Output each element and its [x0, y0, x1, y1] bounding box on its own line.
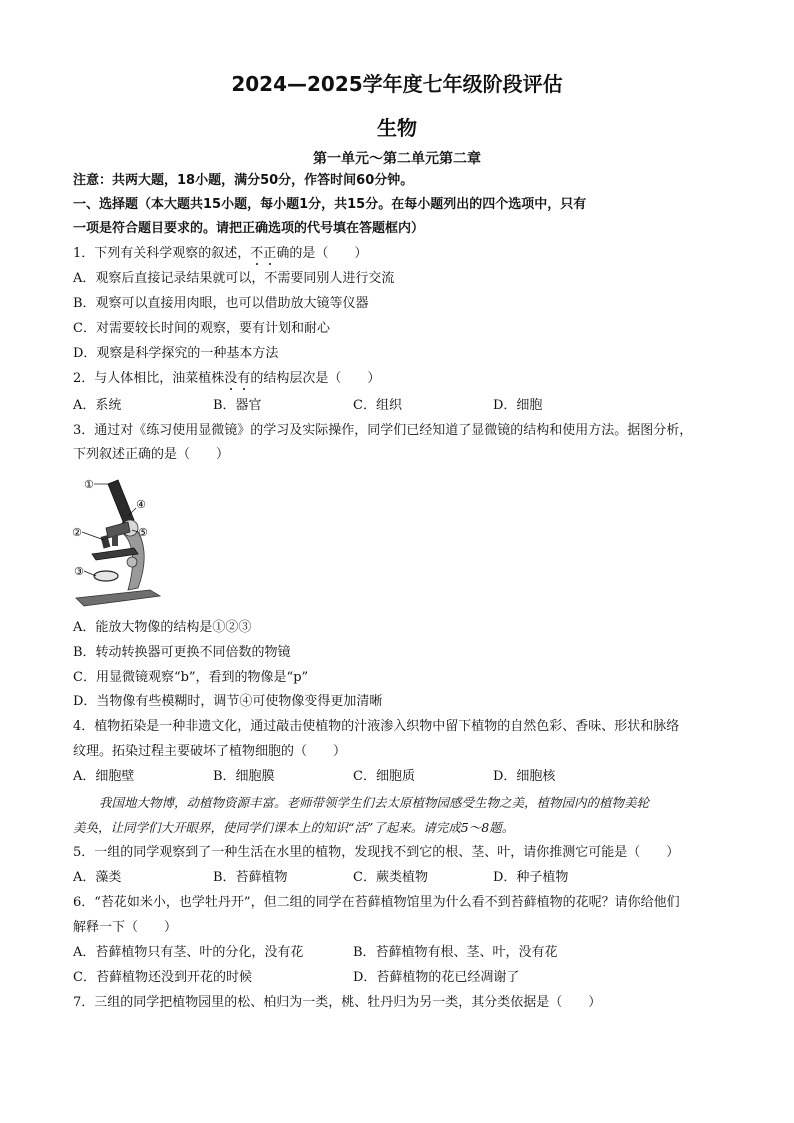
subject-title: 生物 — [377, 116, 417, 140]
scope-title: 第一单元～第二单元第二章 — [313, 151, 481, 167]
q6-stem-line1: 6．“苔花如米小，也学牡丹开”，但二组的同学在苔藓植物馆里为什么看不到苔藓植物的花呢？请你给他们 — [73, 895, 680, 910]
q2-option-d: D．细胞 — [493, 398, 543, 413]
passage-line2: 美奂，让同学们大开眼界，使同学们课本上的知识“活”了起来。请完成5～8题。 — [73, 820, 515, 835]
microscope-eyepiece — [108, 480, 134, 524]
q1-option-b: B．观察可以直接用肉眼，也可以借助放大镜等仪器 — [73, 296, 369, 311]
q5-option-a: A．藻类 — [73, 870, 122, 885]
q5-option-c: C．蕨类植物 — [353, 870, 428, 885]
q5-options — [73, 869, 723, 887]
microscope-figure — [72, 476, 162, 608]
q3-option-d: D．当物像有些模糊时，调节④可使物像变得更加清晰 — [73, 694, 383, 709]
q6-option-b: B．苔藓植物有根、茎、叶，没有花 — [353, 945, 558, 960]
passage-line1: 我国地大物博，动植物资源丰富。老师带领学生们去太原植物园感受生物之美，植物园内的植物美轮 — [99, 795, 650, 810]
section1-heading-line1: 一、选择题（本大题共15小题，每小题1分，共15分。在每小题列出的四个选项中，只有 — [73, 197, 587, 212]
figure-label-2: ② — [72, 526, 82, 539]
q2-option-a: A．系统 — [73, 398, 122, 413]
q2-options — [73, 397, 723, 415]
microscope-base — [76, 590, 160, 606]
q6-options-row1 — [73, 944, 723, 962]
figure-label-1: ① — [84, 478, 94, 491]
q5-option-d: D．种子植物 — [493, 870, 569, 885]
notice: 注意：共两大题，18小题，满分50分，作答时间60分钟。 — [73, 173, 414, 188]
q2-option-c: C．组织 — [353, 398, 402, 413]
q6-option-c: C．苔藓植物还没到开花的时候 — [73, 970, 252, 985]
q4-option-c: C．细胞质 — [353, 769, 415, 784]
q4-option-b: B．细胞膜 — [213, 769, 275, 784]
q2-stem: 2．与人体相比，油菜植株没有的结构层次是（ ） — [73, 371, 381, 386]
figure-label-3: ③ — [74, 565, 84, 578]
q6-stem-line2: 解释一下（ ） — [73, 920, 178, 935]
q4-stem-line1: 4．植物拓染是一种非遗文化，通过敲击使植物的汁液渗入织物中留下植物的自然色彩、香味、形状和脉络 — [73, 719, 680, 734]
q3-option-c: C．用显微镜观察“b”，看到的物像是“p” — [73, 670, 309, 685]
q6-option-a: A．苔藓植物只有茎、叶的分化，没有花 — [73, 945, 304, 960]
q3-option-b: B．转动转换器可更换不同倍数的物镜 — [73, 645, 291, 660]
figure-label-5: ⑤ — [138, 526, 148, 539]
q2-option-b: B．器官 — [213, 398, 262, 413]
q4-option-d: D．细胞核 — [493, 769, 556, 784]
q1-option-d: D．观察是科学探究的一种基本方法 — [73, 346, 279, 361]
q3-stem-line2: 下列叙述正确的是（ ） — [73, 447, 230, 462]
exam-title: 2024—2025学年度七年级阶段评估 — [231, 72, 563, 96]
q3-stem-line1: 3．通过对《练习使用显微镜》的学习及实际操作，同学们已经知道了显微镜的结构和使用方法。据图分析， — [73, 423, 693, 438]
q1-option-a: A．观察后直接记录结果就可以，不需要同别人进行交流 — [73, 271, 395, 286]
q1-option-c: C．对需要较长时间的观察，要有计划和耐心 — [73, 321, 330, 336]
q6-option-d: D．苔藓植物的花已经凋谢了 — [353, 970, 520, 985]
microscope-fine-knob — [127, 557, 137, 567]
q4-options — [73, 768, 723, 786]
q5-option-b: B．苔藓植物 — [213, 870, 288, 885]
q5-stem: 5．一组的同学观察到了一种生活在水里的植物，发现找不到它的根、茎、叶，请你推测它可能是（ ） — [73, 845, 680, 860]
q4-option-a: A．细胞壁 — [73, 769, 135, 784]
microscope-objective — [112, 536, 118, 546]
section1-heading-line2: 一项是符合题目要求的。请把正确选项的代号填在答题框内） — [73, 221, 425, 236]
q6-options-row2 — [73, 969, 723, 987]
q3-option-a: A．能放大物像的结构是①②③ — [73, 620, 252, 635]
figure-label-4: ④ — [136, 498, 146, 511]
q1-stem: 1．下列有关科学观察的叙述，不正确的是（ ） — [73, 246, 368, 261]
q7-stem: 7．三组的同学把植物园里的松、柏归为一类，桃、牡丹归为另一类，其分类依据是（ ） — [73, 995, 602, 1010]
q4-stem-line2: 纹理。拓染过程主要破坏了植物细胞的（ ） — [73, 744, 347, 759]
microscope-mirror — [94, 571, 118, 581]
